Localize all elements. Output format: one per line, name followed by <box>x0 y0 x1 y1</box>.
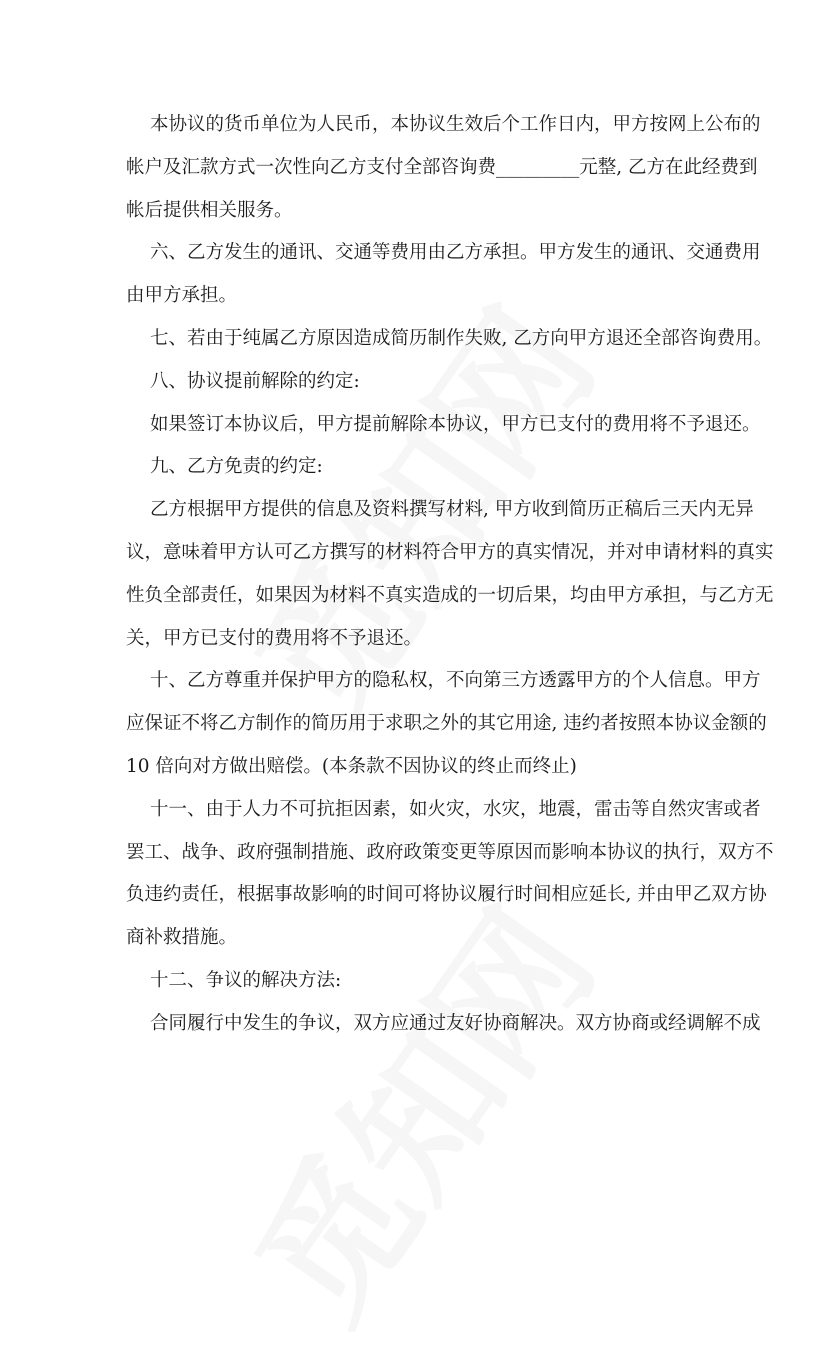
text-line: 由甲方承担。 <box>126 285 238 307</box>
text-line: 十二、争议的解决方法: <box>150 969 342 991</box>
text-line: 商补救措施。 <box>126 927 238 949</box>
text-line: 帐后提供相关服务。 <box>126 199 293 221</box>
paragraph <box>126 489 774 660</box>
text-line: 帐户及汇款方式一次性向乙方支付全部咨询费_________元整, 乙方在此经费到 <box>126 156 758 178</box>
paragraph <box>126 232 761 318</box>
text-line: 七、若由于纯属乙方原因造成简历制作失败, 乙方向甲方退还全部咨询费用。 <box>150 327 773 349</box>
paragraph <box>126 789 774 960</box>
text-line: 应保证不将乙方制作的简历用于求职之外的其它用途, 违约者按照本协议金额的 <box>126 713 767 735</box>
document-body <box>126 104 774 1046</box>
paragraph <box>126 660 767 788</box>
text-line: 负违约责任，根据事故影响的时间可将协议履行时间相应延长, 并由甲乙双方协 <box>126 884 767 906</box>
paragraph <box>126 318 773 361</box>
text-line: 六、乙方发生的通讯、交通等费用由乙方承担。甲方发生的通讯、交通费用 <box>150 242 761 264</box>
paragraph <box>126 361 704 404</box>
text-line: 十、乙方尊重并保护甲方的隐私权，不向第三方透露甲方的个人信息。甲方 <box>150 670 761 692</box>
text-line: 议，意味着甲方认可乙方撰写的材料符合甲方的真实情况，并对申请材料的真实 <box>126 541 774 563</box>
text-line: 关，甲方已支付的费用将不予退还。 <box>126 627 423 649</box>
text-line: 八、协议提前解除的约定: <box>150 370 360 392</box>
paragraph <box>126 1003 761 1046</box>
text-line: 性负全部责任，如果因为材料不真实造成的一切后果，均由甲方承担，与乙方无 <box>126 584 774 606</box>
text-line: 合同履行中发生的争议，双方应通过友好协商解决。双方协商或经调解不成 <box>150 1012 761 1034</box>
text-line: 乙方根据甲方提供的信息及资料撰写材料, 甲方收到简历正稿后三天内无异 <box>150 499 754 521</box>
text-line: 九、乙方免责的约定: <box>150 456 323 478</box>
text-line: 罢工、战争、政府强制措施、政府政策变更等原因而影响本协议的执行，双方不 <box>126 841 774 863</box>
paragraph <box>126 960 704 1003</box>
paragraph <box>126 104 761 232</box>
text-line: 十一、由于人力不可抗拒因素，如火灾，水灾，地震，雷击等自然灾害或者 <box>150 798 761 820</box>
text-line: 本协议的货币单位为人民币，本协议生效后个工作日内，甲方按网上公布的 <box>150 114 761 135</box>
paragraph <box>126 404 761 447</box>
paragraph <box>126 446 704 489</box>
text-line: 10 倍向对方做出赔偿。(本条款不因协议的终止而终止) <box>126 755 577 777</box>
text-line: 如果签订本协议后，甲方提前解除本协议，甲方已支付的费用将不予退还。 <box>150 413 761 435</box>
